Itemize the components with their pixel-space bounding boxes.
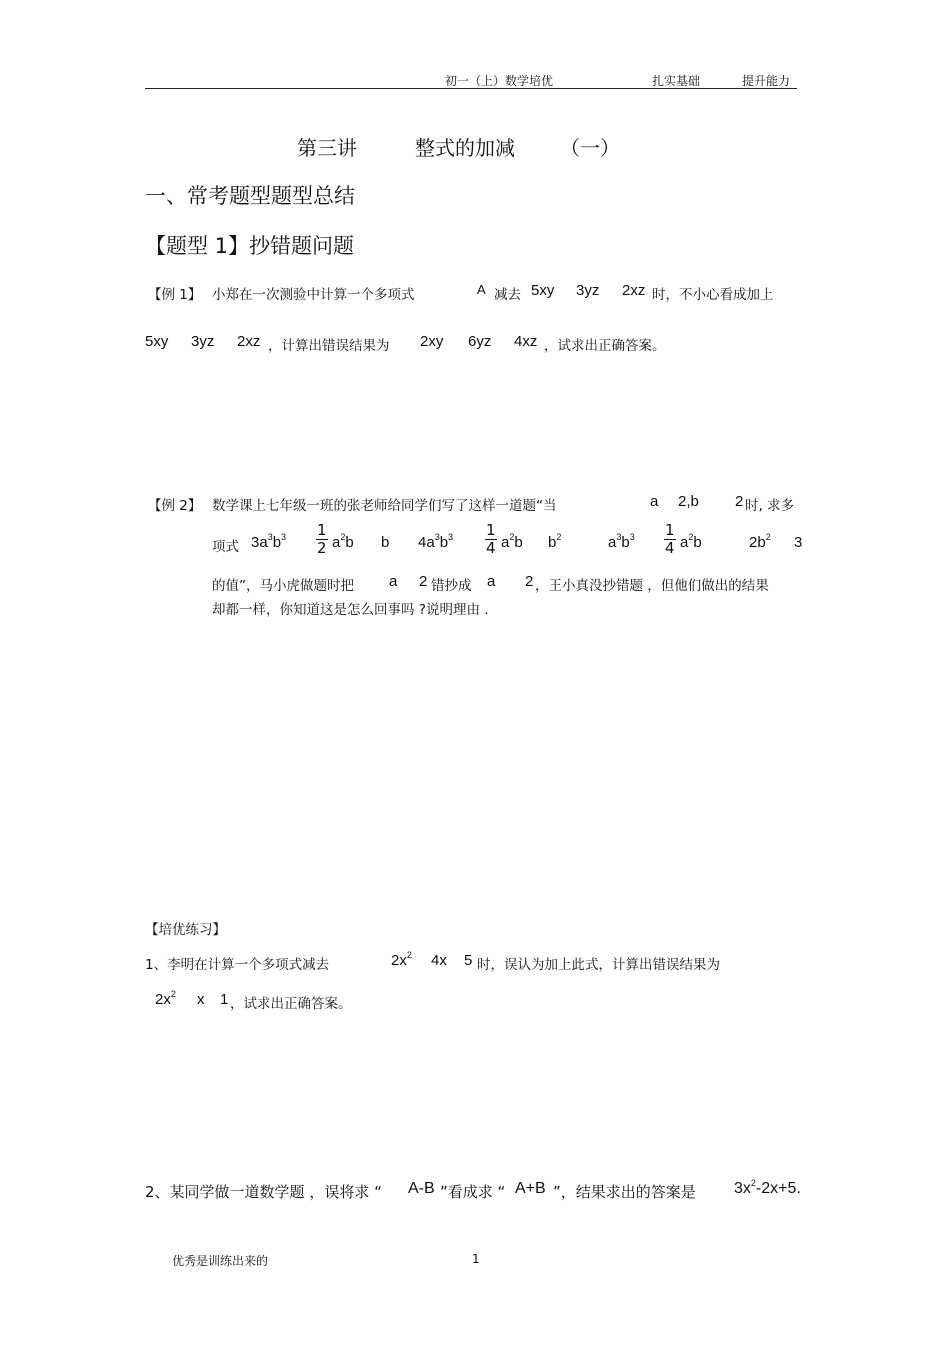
header-rule [145, 88, 797, 89]
poly-term: $a^2b$ [332, 532, 354, 551]
example1-result-term: 4xz [514, 333, 538, 350]
example1-text: 小郑在一次测验中计算一个多项式 [212, 287, 415, 303]
example2-value: 2 [525, 573, 534, 590]
lesson-title-number: 第三讲 [297, 136, 357, 160]
example2-text: 却都一样，你知道这是怎么回事吗 ?说明理由 . [212, 602, 489, 618]
practice-q1-result: 1 [220, 991, 229, 1008]
example2-value: 2 [419, 573, 428, 590]
example2-label: 【例 2】 [148, 498, 202, 514]
example1-label: 【例 1】 [148, 287, 202, 303]
example2-cond-value: 2,b [678, 493, 699, 510]
poly-fraction: $\frac{1}{2}$ [317, 521, 327, 557]
example2-var: a [389, 573, 398, 590]
header-motto-2: 提升能力 [742, 74, 791, 88]
practice-q1-text: ，试求出正确答案。 [230, 996, 352, 1012]
example2-cond-value: 2 [735, 493, 744, 510]
practice-heading: 【培优练习】 [145, 922, 226, 938]
poly-term: $a^3b^3$ [608, 532, 635, 551]
type1-heading: 【题型 1】抄错题问题 [145, 234, 355, 258]
poly-term: $4a^3b^3$ [418, 532, 454, 551]
example1-term: 5xy [145, 333, 169, 350]
example1-text: ，试求出正确答案。 [544, 338, 666, 354]
poly-term: $3a^3b^3$ [251, 532, 287, 551]
example1-text: 时，不小心看成加上 [652, 287, 774, 303]
section-heading: 一、常考题型题型总结 [145, 184, 355, 208]
example1-term: 3yz [576, 282, 600, 299]
practice-q1-term: 4x [431, 952, 447, 969]
practice-q1-text: 1、李明在计算一个多项式减去 [145, 957, 330, 973]
poly-term: $b^2$ [548, 532, 562, 551]
lesson-title-topic: 整式的加减 [415, 136, 515, 160]
practice-q2-text: ”看成求 “ [440, 1183, 506, 1201]
practice-q1-result: x [197, 991, 205, 1008]
practice-q2-answer: $3x^2-2x+5$. [734, 1178, 801, 1197]
practice-q1-result: $2x^2$ [155, 989, 176, 1008]
example2-text: ，王小真没抄错题 ，但他们做出的结果 [535, 578, 769, 594]
example2-text: 时, 求多 [745, 498, 795, 514]
poly-fraction: $\frac{1}{4}$ [486, 521, 496, 557]
practice-q1-term: $2x^2$ [391, 950, 412, 969]
example2-cond-var: a [650, 493, 659, 510]
page-number: 1 [472, 1252, 480, 1266]
example2-text: 错抄成 [431, 578, 472, 594]
poly-term: $a^2b$ [680, 532, 702, 551]
poly-fraction: $\frac{1}{4}$ [665, 521, 675, 557]
practice-q2-expr: A+B [515, 1180, 546, 1197]
poly-constant: 3 [794, 534, 803, 551]
example1-text: 减去 [494, 287, 521, 303]
header-motto-1: 扎实基础 [652, 74, 701, 88]
lesson-title-part: （一） [560, 136, 620, 160]
example1-text: ，计算出错误结果为 [268, 338, 390, 354]
practice-q2-text: ”，结果求出的答案是 [553, 1183, 696, 1201]
example1-term: 3yz [191, 333, 215, 350]
poly-term: $a^2b$ [501, 532, 523, 551]
poly-term: $2b^2$ [749, 532, 771, 551]
example2-var: a [487, 573, 496, 590]
example2-text: 项式 [212, 539, 239, 555]
poly-term: b [381, 534, 390, 551]
practice-q2-text: 2、某同学做一道数学题 ，误将求 “ [145, 1183, 382, 1201]
header-course: 初一（上）数学培优 [445, 74, 554, 88]
footer-text: 优秀是训练出来的 [172, 1254, 269, 1268]
example1-term: 2xz [237, 333, 261, 350]
example1-term: 5xy [531, 282, 555, 299]
example1-term: 2xz [622, 282, 646, 299]
example2-text: 数学课上七年级一班的张老师给同学们写了这样一道题“当 [212, 498, 557, 514]
example1-result-term: 6yz [468, 333, 492, 350]
practice-q1-term: 5 [464, 952, 473, 969]
practice-q1-text: 时，误认为加上此式，计算出错误结果为 [477, 957, 720, 973]
example1-result-term: 2xy [420, 333, 444, 350]
example1-var-a: A [477, 282, 486, 297]
example2-text: 的值”，马小虎做题时把 [212, 578, 354, 594]
practice-q2-expr: A-B [408, 1180, 435, 1197]
